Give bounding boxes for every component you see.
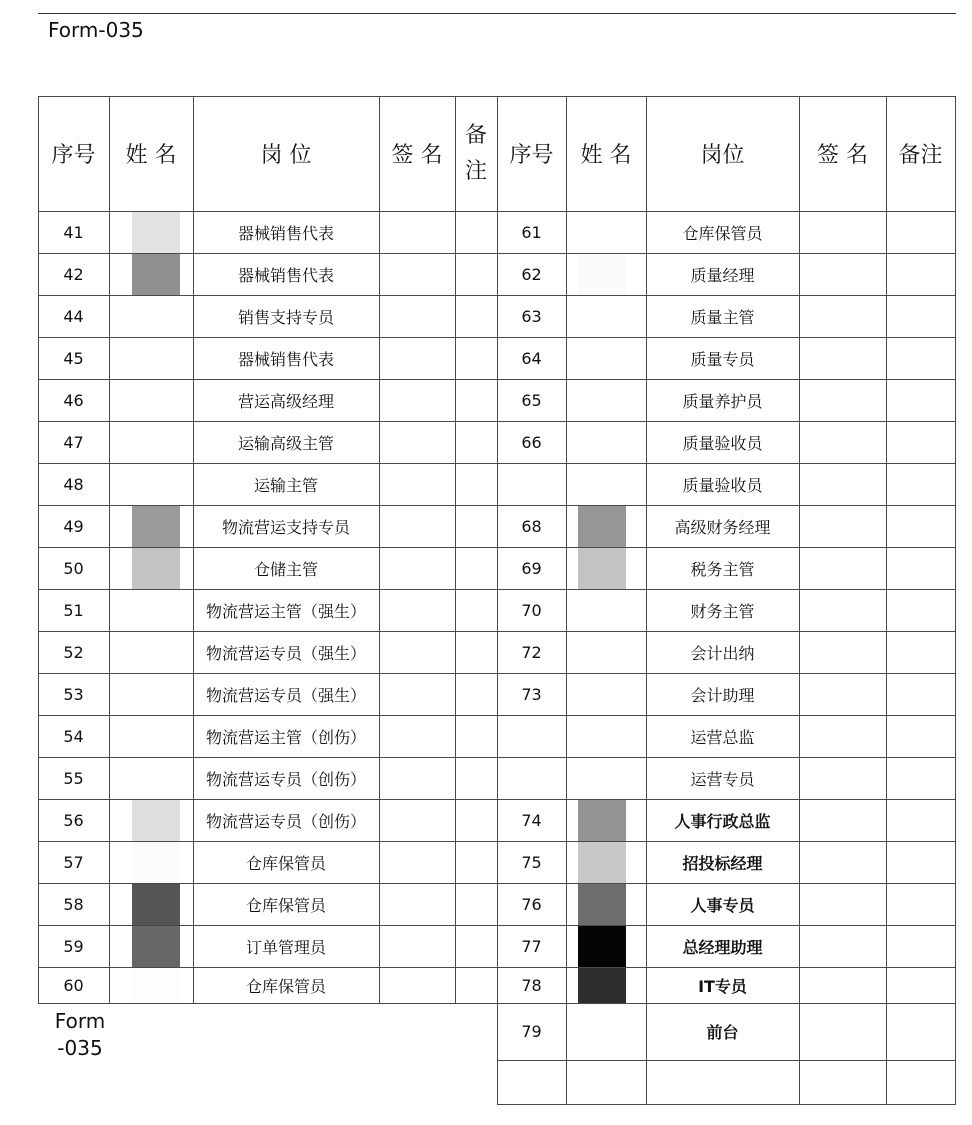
signature-sheet-table (38, 96, 956, 1106)
name-redaction (132, 673, 180, 715)
name-redaction (578, 379, 626, 421)
top-rule (38, 13, 956, 14)
row-serial: 52 (63, 642, 84, 662)
header-right-remark: 备注 (898, 143, 943, 168)
header-right-signature: 签 名 (817, 143, 868, 168)
row-serial: 55 (63, 768, 84, 788)
grid-line (566, 96, 567, 1105)
row-serial: 65 (521, 390, 542, 410)
name-redaction (578, 211, 626, 253)
row-position: 运输高级主管 (237, 433, 334, 453)
row-serial: 58 (63, 894, 84, 914)
row-serial: 70 (521, 600, 542, 620)
name-redaction (132, 757, 180, 799)
row-position: 器械销售代表 (237, 265, 334, 285)
name-redaction (578, 421, 626, 463)
row-position: 质量验收员 (682, 475, 763, 495)
row-serial: 69 (521, 558, 542, 578)
name-redaction (132, 211, 180, 253)
name-redaction (578, 673, 626, 715)
row-serial: 68 (521, 516, 542, 536)
header-left-remark-char: 注 (464, 158, 487, 184)
row-position: 会计助理 (690, 685, 755, 705)
name-redaction (578, 547, 626, 589)
row-serial: 63 (521, 306, 542, 326)
row-position: 仓库保管员 (245, 895, 326, 915)
row-serial (497, 463, 566, 505)
row-position: 订单管理员 (245, 937, 326, 957)
row-position (646, 1060, 799, 1104)
name-redaction (132, 841, 180, 883)
grid-line (109, 96, 110, 1004)
row-serial: 61 (521, 222, 542, 242)
name-redaction (578, 967, 626, 1003)
row-position: 运营总监 (690, 727, 755, 747)
row-serial: 60 (63, 975, 84, 995)
row-position: 运输主管 (253, 475, 318, 495)
name-redaction (132, 925, 180, 967)
row-serial: 49 (63, 516, 84, 536)
row-position: 物流营运专员（创伤） (205, 769, 366, 789)
name-redaction (578, 841, 626, 883)
name-redaction (132, 253, 180, 295)
row-serial: 79 (521, 1022, 542, 1041)
row-serial: 72 (521, 642, 542, 662)
name-redaction (578, 337, 626, 379)
name-redaction (578, 295, 626, 337)
row-position: 质量专员 (690, 349, 755, 369)
name-redaction (132, 295, 180, 337)
header-right-name: 姓 名 (580, 143, 632, 168)
name-redaction (578, 631, 626, 673)
row-serial: 45 (63, 348, 84, 368)
name-redaction (578, 799, 626, 841)
name-redaction (578, 883, 626, 925)
row-serial: 76 (521, 894, 542, 914)
row-serial: 75 (521, 852, 542, 872)
row-position: 质量经理 (690, 265, 755, 285)
name-redaction (132, 967, 180, 1003)
row-serial (497, 757, 566, 799)
form-code-footer: Form -035 (54, 1009, 106, 1060)
row-serial: 57 (63, 852, 84, 872)
row-serial: 54 (63, 726, 84, 746)
header-left-name: 姓 名 (125, 143, 177, 168)
row-serial: 42 (63, 264, 84, 284)
row-serial: 53 (63, 684, 84, 704)
row-position: 质量验收员 (682, 433, 763, 453)
row-serial: 64 (521, 348, 542, 368)
row-serial: 59 (63, 936, 84, 956)
row-serial: 48 (63, 474, 84, 494)
row-serial: 56 (63, 810, 84, 830)
header-left-serial: 序号 (51, 143, 96, 168)
grid-line (886, 96, 887, 1105)
name-redaction (578, 253, 626, 295)
row-position: 会计出纳 (690, 643, 755, 663)
name-redaction (132, 631, 180, 673)
name-redaction (132, 547, 180, 589)
grid-line (379, 96, 380, 1004)
row-position: 销售支持专员 (237, 307, 334, 327)
row-position: 器械销售代表 (237, 349, 334, 369)
row-position: 仓储主管 (253, 559, 318, 579)
name-redaction (132, 715, 180, 757)
name-redaction (578, 463, 626, 505)
name-redaction (132, 883, 180, 925)
row-position: 财务主管 (690, 601, 755, 621)
name-redaction (132, 799, 180, 841)
row-serial: 51 (63, 600, 84, 620)
grid-line (955, 96, 956, 1105)
header-left-signature: 签 名 (391, 143, 443, 168)
row-position: 器械销售代表 (237, 223, 334, 243)
row-serial: 47 (63, 432, 84, 452)
row-position: 物流营运主管（强生） (205, 601, 366, 621)
row-position: 前台 (706, 1023, 739, 1042)
row-position: 仓库保管员 (245, 853, 326, 873)
row-position: 运营专员 (690, 769, 755, 789)
row-position: IT专员 (698, 976, 747, 996)
name-redaction (578, 505, 626, 547)
row-position: 质量养护员 (682, 391, 763, 411)
row-serial: 74 (521, 810, 542, 830)
name-redaction (132, 337, 180, 379)
header-right-serial: 序号 (509, 143, 554, 168)
row-position: 招投标经理 (682, 853, 763, 873)
row-position: 高级财务经理 (674, 517, 771, 537)
grid-line (799, 96, 800, 1105)
row-serial: 77 (521, 936, 542, 956)
row-position: 物流营运专员（强生） (205, 643, 366, 663)
header-right-position: 岗位 (700, 143, 745, 168)
name-redaction (132, 463, 180, 505)
row-serial: 50 (63, 558, 84, 578)
row-position: 仓库保管员 (245, 976, 326, 996)
row-position: 物流营运主管（创伤） (205, 727, 366, 747)
row-position: 物流营运专员（强生） (205, 685, 366, 705)
name-redaction (578, 715, 626, 757)
name-redaction (132, 421, 180, 463)
row-position: 人事专员 (690, 895, 755, 915)
name-redaction (132, 505, 180, 547)
row-serial: 62 (521, 264, 542, 284)
row-serial: 46 (63, 390, 84, 410)
row-serial: 78 (521, 975, 542, 995)
row-position: 人事行政总监 (674, 811, 771, 831)
name-redaction (132, 379, 180, 421)
row-position: 质量主管 (690, 307, 755, 327)
row-serial (497, 715, 566, 757)
row-position: 总经理助理 (682, 937, 763, 957)
header-left-remark-char: 备 (464, 122, 487, 148)
row-serial (497, 1060, 566, 1104)
name-redaction (578, 1003, 626, 1060)
row-serial: 66 (521, 432, 542, 452)
row-serial: 44 (63, 306, 84, 326)
name-redaction (132, 589, 180, 631)
header-left-remark (455, 96, 497, 211)
form-code-header: Form-035 (48, 18, 144, 42)
row-serial: 41 (63, 222, 84, 242)
row-position: 营运高级经理 (237, 391, 334, 411)
name-redaction (578, 757, 626, 799)
row-position: 物流营运专员（创伤） (205, 811, 366, 831)
row-position: 物流营运支持专员 (221, 517, 350, 537)
row-position: 仓库保管员 (682, 223, 763, 243)
name-redaction (578, 589, 626, 631)
row-position: 税务主管 (690, 559, 755, 579)
row-serial: 73 (521, 684, 542, 704)
header-left-position: 岗 位 (260, 143, 312, 168)
grid-line (455, 96, 456, 1004)
name-redaction (578, 925, 626, 967)
